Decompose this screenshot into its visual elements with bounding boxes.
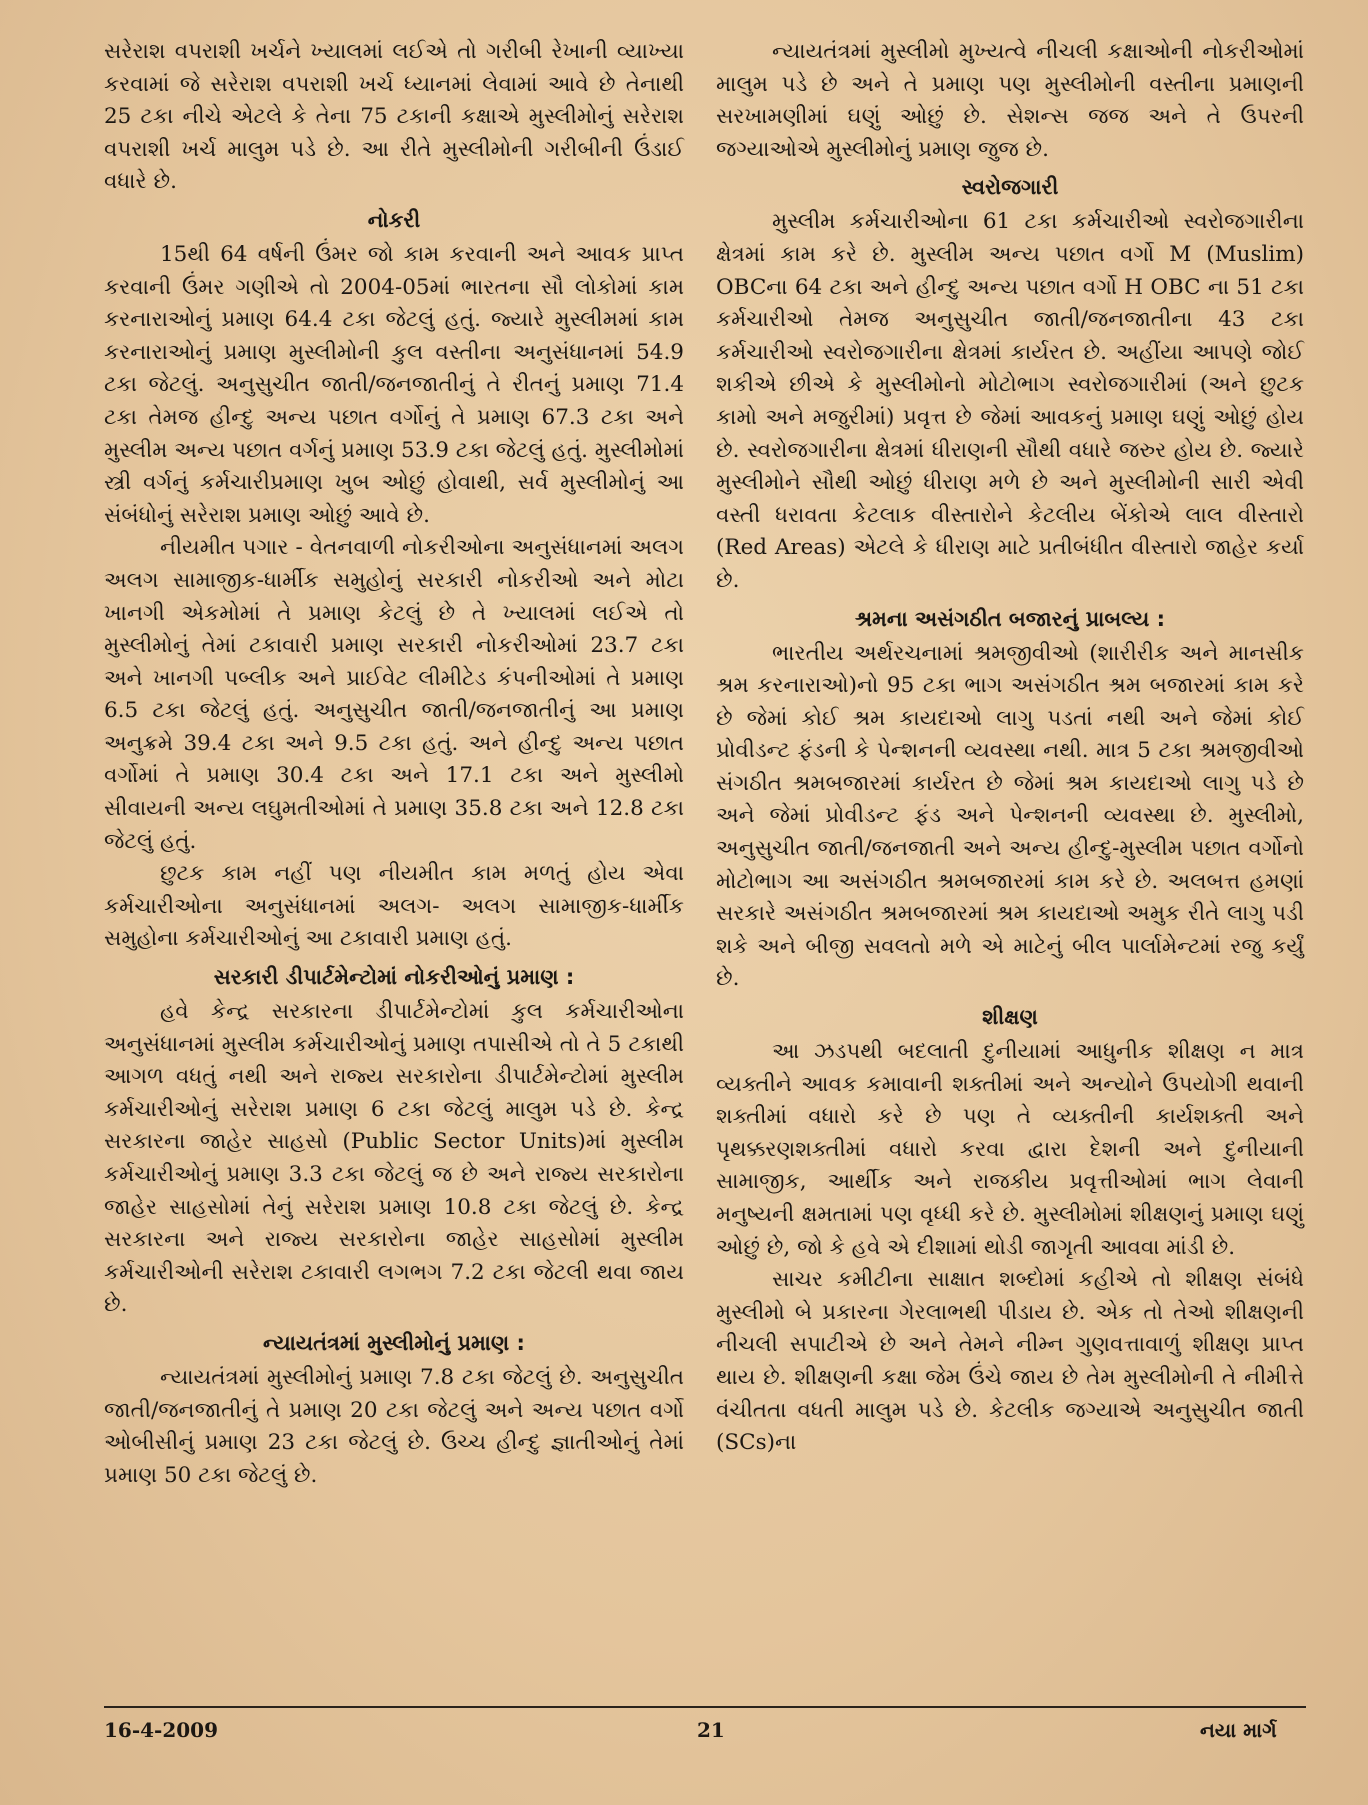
paragraph: 15થી 64 વર્ષની ઉંમર જો કામ કરવાની અને આવક પ્રાપ્ત કરવાની ઉંમર ગણીએ તો 2004-05માં ભારતના સૌ લોકોમાં કામ કરનારાઓનું પ્રમાણ 64.4 ટકા જેટલું હતું. જ્યારે મુસ્લીમમાં કામ કરનારાઓનું પ્રમાણ મુસ્લીમોની કુલ વસ્તીના અનુસંધાનમાં 54.9 ટકા જેટલું. અનુસુચીત જાતી/જનજાતીનું તે રીતનું પ્રમાણ 71.4 ટકા તેમજ હીન્દુ અન્ય પછાત વર્ગોનું તે પ્રમાણ 67.3 ટકા અને મુસ્લીમ અન્ય પછાત વર્ગનું પ્રમાણ 53.9 ટકા જેટલું હતું. મુસ્લીમોમાં સ્ત્રી વર્ગનું કર્મચારીપ્રમાણ ખુબ ઓછું હોવાથી, સર્વ મુસ્લીમોનું આ સંબંધોનું સરેરાશ પ્રમાણ ઓછું આવે છે. (104, 241, 684, 528)
paragraph: સરેરાશ વપરાશી ખર્ચને ખ્યાલમાં લઈએ તો ગરીબી રેખાની વ્યાખ્યા કરવામાં જે સરેરાશ વપરાશી ખર્ચ ધ્યાનમાં લેવામાં આવે છે તેનાથી 25 ટકા નીચે એટલે કે તેના 75 ટકાની કક્ષાએ મુસ્લીમોનું સરેરાશ વપરાશી ખર્ચ માલુમ પડે છે. આ રીતે મુસ્લીમોની ગરીબીની ઉંડાઈ વધારે છે. (104, 39, 684, 195)
section-heading-sarkari: સરકારી ડીપાર્ટમેન્ટોમાં નોકરીઓનું પ્રમાણ : (213, 965, 575, 990)
section-heading-nyay: ન્યાયતંત્રમાં મુસ્લીમોનું પ્રમાણ : (263, 1330, 525, 1355)
paragraph: હવે કેન્દ્ર સરકારના ડીપાર્ટમેન્ટોમાં કુલ કર્મચારીઓના અનુસંધાનમાં મુસ્લીમ કર્મચારીઓનું પ્રમાણ તપાસીએ તો તે 5 ટકાથી આગળ વધતું નથી અને રાજ્ય સરકારોના ડીપાર્ટમેન્ટોમાં મુસ્લીમ કર્મચારીઓનું સરેરાશ પ્રમાણ 6 ટકા જેટલું માલુમ પડે છે. કેન્દ્ર સરકારના જાહેર સાહસો (Public Sector Units)માં મુસ્લીમ કર્મચારીઓનું પ્રમાણ 3.3 ટકા જેટલું જ છે અને રાજ્ય સરકારોના જાહેર સાહસોમાં તેનું સરેરાશ પ્રમાણ 10.8 ટકા જેટલું છે. કેન્દ્ર સરકારના અને રાજ્ય સરકારોના જાહેર સાહસોમાં મુસ્લીમ કર્મચારીઓની સરેરાશ ટકાવારી લગભગ 7.2 ટકા જેટલી થવા જાય છે. (104, 999, 684, 1318)
right-column (716, 36, 1304, 1460)
paragraph: ભારતીય અર્થરચનામાં શ્રમજીવીઓ (શારીરીક અને માનસીક શ્રમ કરનારાઓ)નો 95 ટકા ભાગ અસંગઠીત શ્રમ બજારમાં કામ કરે છે જેમાં કોઈ શ્રમ કાયદાઓ લાગુ પડતાં નથી અને જેમાં કોઈ પ્રોવીડન્ટ ફંડની કે પેન્શનની વ્યવસ્થા નથી. માત્ર 5 ટકા શ્રમજીવીઓ સંગઠીત શ્રમબજારમાં કાર્યરત છે જેમાં શ્રમ કાયદાઓ લાગુ પડે છે અને જેમાં પ્રોવીડન્ટ ફંડ અને પેન્શનની વ્યવસ્થા છે. મુસ્લીમો, અનુસુચીત જાતી/જનજાતી અને અન્ય હીન્દુ-મુસ્લીમ પછાત વર્ગોનો મોટોભાગ આ અસંગઠીત શ્રમબજારમાં કામ કરે છે. અલબત્ત હમણાં સરકારે અસંગઠીત શ્રમબજારમાં શ્રમ કાયદાઓ અમુક રીતે લાગુ પડી શકે અને બીજી સવલતો મળે એ માટેનું બીલ પાર્લામેન્ટમાં રજુ કર્યું છે. (716, 640, 1304, 992)
paragraph: સાચર કમીટીના સાક્ષાત શબ્દોમાં કહીએ તો શીક્ષણ સંબંધે મુસ્લીમો બે પ્રકારના ગેરલાભથી પીડાય છે. એક તો તેઓ શીક્ષણની નીચલી સપાટીએ છે અને તેમને નીમ્ન ગુણવત્તાવાળું શીક્ષણ પ્રાપ્ત થાય છે. શીક્ષણની કક્ષા જેમ ઉંચે જાય છે તેમ મુસ્લીમોની તે નીમીત્તે વંચીતતા વધતી માલુમ પડે છે. કેટલીક જગ્યાએ અનુસુચીત જાતી (SCs)ના (716, 1267, 1304, 1456)
paragraph: ન્યાયતંત્રમાં મુસ્લીમો મુખ્યત્વે નીચલી કક્ષાઓની નોકરીઓમાં માલુમ પડે છે અને તે પ્રમાણ પણ મુસ્લીમોની વસ્તીના પ્રમાણની સરખામણીમાં ઘણું ઓછું છે. સેશન્સ જજ અને તે ઉપરની જગ્યાઓએ મુસ્લીમોનું પ્રમાણ જુજ છે. (716, 39, 1304, 162)
left-column (104, 36, 684, 1492)
page-number: 21 (697, 1718, 725, 1742)
section-heading-shram: શ્રમના અસંગઠીત બજારનું પ્રાબલ્ય : (854, 606, 1166, 631)
section-heading-nokri: નોકરી (367, 207, 421, 232)
paragraph: છુટક કામ નહીં પણ નીયમીત કામ મળતું હોય એવા કર્મચારીઓના અનુસંધાનમાં અલગ- અલગ સામાજીક-ધાર્મીક સમુહોના કર્મચારીઓનું આ ટકાવારી પ્રમાણ હતું. (104, 861, 684, 952)
issue-date: 16-4-2009 (104, 1718, 219, 1742)
paragraph: ન્યાયતંત્રમાં મુસ્લીમોનું પ્રમાણ 7.8 ટકા જેટલું છે. અનુસુચીત જાતી/જનજાતીનું તે પ્રમાણ 20 ટકા જેટલું અને અન્ય પછાત વર્ગો ઓબીસીનું પ્રમાણ 23 ટકા જેટલું છે. ઉચ્ચ હીન્દુ જ્ઞાતીઓનું તેમાં પ્રમાણ 50 ટકા જેટલું છે. (104, 1364, 684, 1488)
paragraph: નીયમીત પગાર - વેતનવાળી નોકરીઓના અનુસંધાનમાં અલગ અલગ સામાજીક-ધાર્મીક સમુહોનું સરકારી નોકરીઓ અને મોટા ખાનગી એકમોમાં તે પ્રમાણ કેટલું છે તે ખ્યાલમાં લઈએ તો મુસ્લીમોનું તેમાં ટકાવારી પ્રમાણ સરકારી નોકરીઓમાં 23.7 ટકા અને ખાનગી પબ્લીક અને પ્રાઈવેટ લીમીટેડ કંપનીઓમાં તે પ્રમાણ 6.5 ટકા જેટલું હતું. અનુસુચીત જાતી/જનજાતીનું આ પ્રમાણ અનુક્રમે 39.4 ટકા અને 9.5 ટકા હતું. અને હીન્દુ અન્ય પછાત વર્ગોમાં તે પ્રમાણ 30.4 ટકા અને 17.1 ટકા અને મુસ્લીમો સીવાયની અન્ય લઘુમતીઓમાં તે પ્રમાણ 35.8 ટકા અને 12.8 ટકા જેટલું હતું. (104, 535, 684, 854)
footer-divider (104, 1706, 1306, 1708)
section-heading-swarojgari: સ્વરોજગારી (961, 175, 1059, 200)
section-heading-shikshan: શીક્ષણ (982, 1005, 1038, 1030)
paragraph: મુસ્લીમ કર્મચારીઓના 61 ટકા કર્મચારીઓ સ્વરોજગારીના ક્ષેત્રમાં કામ કરે છે. મુસ્લીમ અન્ય પછાત વર્ગો M (Muslim) OBCના 64 ટકા અને હીન્દુ અન્ય પછાત વર્ગો H OBC ના 51 ટકા કર્મચારીઓ તેમજ અનુસુચીત જાતી/જનજાતીના 43 ટકા કર્મચારીઓ સ્વરોજગારીના ક્ષેત્રમાં કાર્યરત છે. અહીંયા આપણે જોઈ શકીએ છીએ કે મુસ્લીમોનો મોટોભાગ સ્વરોજગારીમાં (અને છુટક કામો અને મજુરીમાં) પ્રવૃત્ત છે જેમાં આવકનું પ્રમાણ ઘણું ઓછું હોય છે. સ્વરોજગારીના ક્ષેત્રમાં ધીરાણની સૌથી વધારે જરુર હોય છે. જ્યારે મુસ્લીમોને સૌથી ઓછું ધીરાણ મળે છે અને મુસ્લીમોની સારી એવી વસ્તી ધરાવતા કેટલાક વીસ્તારોને કેટલીય બેંકોએ લાલ વીસ્તારો (Red Areas) એટલે કે ધીરાણ માટે પ્રતીબંધીત વીસ્તારો જાહેર કર્યા છે. (716, 209, 1304, 593)
paragraph: આ ઝડપથી બદલાતી દુનીયામાં આધુનીક શીક્ષણ ન માત્ર વ્યક્તીને આવક કમાવાની શક્તીમાં અને અન્યોને ઉપયોગી થવાની શક્તીમાં વધારો કરે છે પણ તે વ્યક્તીની કાર્યશક્તી અને પૃથક્કરણશક્તીમાં વધારો કરવા દ્વારા દેશની અને દુનીયાની સામાજીક, આર્થીક અને રાજકીય પ્રવૃત્તીઓમાં ભાગ લેવાની મનુષ્યની ક્ષમતામાં પણ વૃધ્ધી કરે છે. મુસ્લીમોમાં શીક્ષણનું પ્રમાણ ઘણું ઓછું છે, જો કે હવે એ દીશામાં થોડી જાગૃતી આવવા માંડી છે. (716, 1039, 1304, 1260)
magazine-name: નયા માર્ગ (1200, 1718, 1277, 1742)
